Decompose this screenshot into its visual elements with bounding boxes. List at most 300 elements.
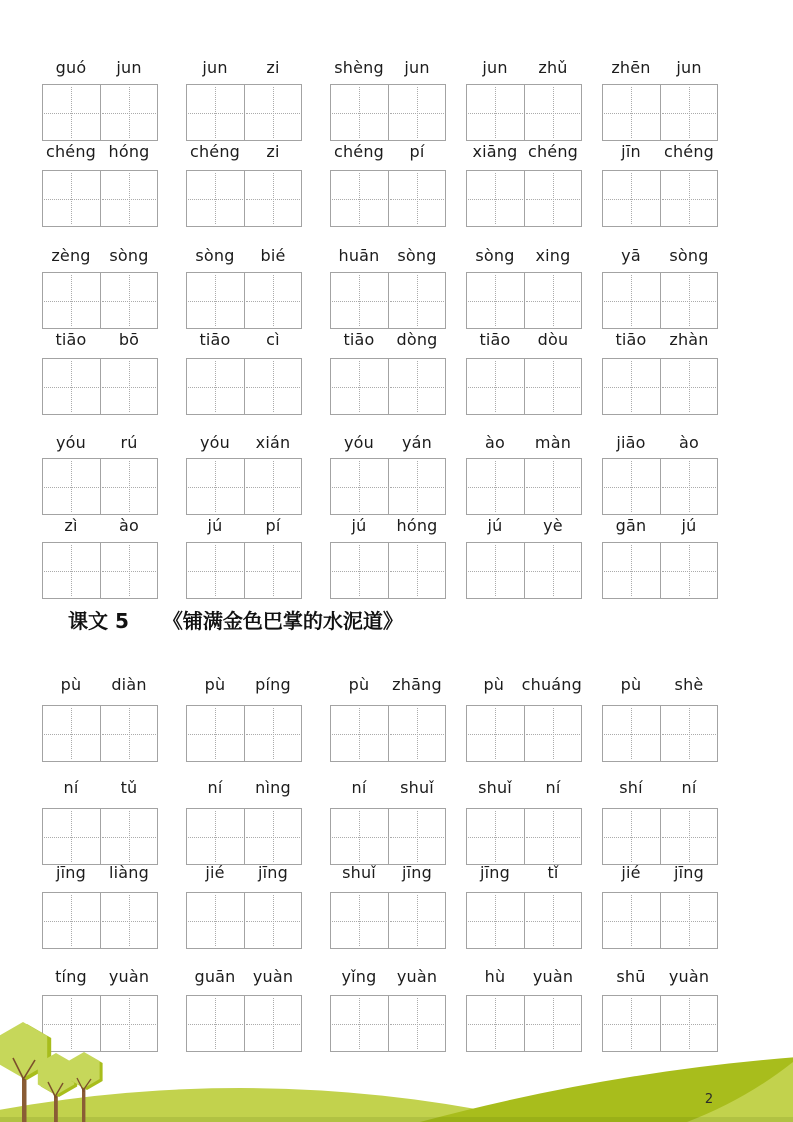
- pinyin-syllable: sòng: [475, 246, 515, 265]
- pinyin-word-pair: [466, 56, 582, 80]
- writing-box-pair: [602, 272, 718, 329]
- character-writing-box: [43, 809, 100, 864]
- pinyin-word-pair: [602, 861, 718, 885]
- character-writing-box: [660, 893, 718, 948]
- pinyin-word-pair: [42, 965, 158, 989]
- pinyin-syllable: pù: [204, 675, 226, 694]
- pinyin-syllable: shū: [616, 967, 646, 986]
- pinyin-syllable: ní: [351, 778, 367, 797]
- writing-box-pair: [602, 808, 718, 865]
- pinyin-word-pair: [186, 140, 302, 164]
- pinyin-word-pair: [330, 776, 446, 800]
- character-writing-box: [331, 85, 388, 140]
- character-writing-box: [43, 359, 100, 414]
- pinyin-syllable: hù: [484, 967, 506, 986]
- pinyin-syllable: píng: [255, 675, 291, 694]
- character-writing-box: [187, 809, 244, 864]
- writing-box-row: [0, 542, 793, 599]
- writing-box-pair: [466, 358, 582, 415]
- character-writing-box: [187, 171, 244, 226]
- character-writing-box: [467, 543, 524, 598]
- pinyin-syllable: rú: [120, 433, 138, 452]
- pinyin-syllable: yuàn: [396, 967, 438, 986]
- pinyin-word-pair: [602, 514, 718, 538]
- character-writing-box: [388, 359, 446, 414]
- writing-box-pair: [330, 272, 446, 329]
- pinyin-syllable: jīng: [402, 863, 432, 882]
- character-writing-box: [660, 459, 718, 514]
- writing-box-pair: [42, 170, 158, 227]
- character-writing-box: [388, 171, 446, 226]
- pinyin-syllable: shuǐ: [400, 778, 434, 797]
- pinyin-word-pair: [602, 244, 718, 268]
- pinyin-syllable: jun: [116, 58, 142, 77]
- pinyin-syllable: ào: [119, 516, 139, 535]
- pinyin-word-pair: [602, 328, 718, 352]
- writing-box-pair: [42, 808, 158, 865]
- character-writing-box: [524, 85, 582, 140]
- writing-box-row: [0, 358, 793, 415]
- writing-box-pair: [186, 542, 302, 599]
- pinyin-syllable: jiāo: [616, 433, 646, 452]
- pinyin-syllable: pí: [409, 142, 425, 161]
- pinyin-syllable: yuàn: [532, 967, 574, 986]
- pinyin-word-pair: [330, 514, 446, 538]
- pinyin-word-pair: [466, 431, 582, 455]
- pinyin-word-pair: [186, 431, 302, 455]
- pinyin-syllable: zèng: [51, 246, 91, 265]
- pinyin-syllable: jú: [207, 516, 223, 535]
- pinyin-word-pair: [186, 776, 302, 800]
- writing-box-pair: [42, 272, 158, 329]
- pinyin-syllable: yā: [621, 246, 641, 265]
- pinyin-syllable: jīng: [56, 863, 86, 882]
- pinyin-word-pair: [466, 861, 582, 885]
- pinyin-syllable: cì: [266, 330, 280, 349]
- pinyin-syllable: zhàn: [669, 330, 709, 349]
- pinyin-syllable: shuǐ: [342, 863, 376, 882]
- pinyin-syllable: yuàn: [252, 967, 294, 986]
- character-writing-box: [660, 171, 718, 226]
- character-writing-box: [244, 543, 302, 598]
- pinyin-word-pair: [330, 861, 446, 885]
- pinyin-word-pair: [186, 861, 302, 885]
- lesson-number-label: 课文 5: [68, 609, 129, 633]
- writing-box-pair: [466, 705, 582, 762]
- pinyin-syllable: yuàn: [668, 967, 710, 986]
- character-writing-box: [388, 273, 446, 328]
- pinyin-word-pair: [602, 56, 718, 80]
- writing-box-pair: [330, 705, 446, 762]
- writing-box-pair: [42, 892, 158, 949]
- pinyin-syllable: hóng: [108, 142, 150, 161]
- writing-box-pair: [42, 84, 158, 141]
- character-writing-box: [660, 359, 718, 414]
- writing-box-pair: [330, 542, 446, 599]
- pinyin-row: [0, 673, 793, 697]
- pinyin-syllable: tiāo: [343, 330, 375, 349]
- pinyin-syllable: jú: [351, 516, 367, 535]
- character-writing-box: [467, 171, 524, 226]
- pinyin-word-pair: [602, 673, 718, 697]
- section-title: [68, 606, 403, 636]
- pinyin-syllable: ào: [485, 433, 505, 452]
- character-writing-box: [244, 459, 302, 514]
- character-writing-box: [244, 359, 302, 414]
- character-writing-box: [331, 893, 388, 948]
- pinyin-word-pair: [466, 244, 582, 268]
- pinyin-row: [0, 965, 793, 989]
- pinyin-syllable: yán: [401, 433, 432, 452]
- writing-box-row: [0, 705, 793, 762]
- pinyin-syllable: tǐ: [547, 863, 559, 882]
- pinyin-syllable: tiāo: [55, 330, 87, 349]
- character-writing-box: [660, 543, 718, 598]
- writing-box-pair: [602, 458, 718, 515]
- writing-box-pair: [42, 705, 158, 762]
- writing-box-pair: [602, 705, 718, 762]
- writing-box-pair: [330, 458, 446, 515]
- writing-box-pair: [602, 84, 718, 141]
- writing-box-pair: [330, 808, 446, 865]
- character-writing-box: [100, 85, 158, 140]
- pinyin-word-pair: [186, 673, 302, 697]
- character-writing-box: [603, 273, 660, 328]
- character-writing-box: [603, 85, 660, 140]
- pinyin-syllable: ní: [545, 778, 561, 797]
- pinyin-word-pair: [466, 140, 582, 164]
- pinyin-word-pair: [466, 965, 582, 989]
- pinyin-syllable: zi: [266, 58, 280, 77]
- pinyin-syllable: yóu: [56, 433, 86, 452]
- character-writing-box: [100, 459, 158, 514]
- character-writing-box: [244, 85, 302, 140]
- pinyin-syllable: gān: [615, 516, 647, 535]
- pinyin-syllable: jié: [621, 863, 641, 882]
- pinyin-syllable: sòng: [109, 246, 149, 265]
- character-writing-box: [244, 706, 302, 761]
- writing-box-pair: [186, 892, 302, 949]
- character-writing-box: [467, 359, 524, 414]
- character-writing-box: [100, 893, 158, 948]
- pinyin-syllable: sòng: [669, 246, 709, 265]
- pinyin-syllable: shè: [674, 675, 704, 694]
- character-writing-box: [603, 459, 660, 514]
- writing-box-pair: [42, 358, 158, 415]
- character-writing-box: [524, 273, 582, 328]
- pinyin-syllable: jun: [202, 58, 228, 77]
- writing-box-pair: [42, 458, 158, 515]
- pinyin-row: [0, 140, 793, 164]
- character-writing-box: [388, 706, 446, 761]
- pinyin-syllable: diàn: [111, 675, 147, 694]
- pinyin-syllable: yóu: [344, 433, 374, 452]
- pinyin-syllable: tǔ: [120, 778, 138, 797]
- pinyin-syllable: màn: [534, 433, 572, 452]
- character-writing-box: [43, 85, 100, 140]
- character-writing-box: [467, 893, 524, 948]
- character-writing-box: [187, 893, 244, 948]
- character-writing-box: [331, 543, 388, 598]
- character-writing-box: [467, 85, 524, 140]
- pinyin-row: [0, 514, 793, 538]
- writing-box-row: [0, 458, 793, 515]
- pinyin-syllable: zi: [266, 142, 280, 161]
- writing-box-pair: [602, 358, 718, 415]
- pinyin-syllable: liàng: [109, 863, 149, 882]
- writing-box-pair: [466, 170, 582, 227]
- pinyin-syllable: yuàn: [108, 967, 150, 986]
- writing-box-pair: [186, 170, 302, 227]
- character-writing-box: [603, 171, 660, 226]
- writing-box-pair: [186, 458, 302, 515]
- pinyin-syllable: chuáng: [521, 675, 582, 694]
- character-writing-box: [524, 809, 582, 864]
- character-writing-box: [660, 706, 718, 761]
- pinyin-word-pair: [42, 56, 158, 80]
- pinyin-syllable: sòng: [397, 246, 437, 265]
- character-writing-box: [187, 359, 244, 414]
- writing-box-pair: [466, 542, 582, 599]
- pinyin-syllable: xing: [535, 246, 571, 265]
- pinyin-word-pair: [186, 244, 302, 268]
- character-writing-box: [603, 359, 660, 414]
- pinyin-syllable: ní: [207, 778, 223, 797]
- pinyin-row: [0, 861, 793, 885]
- pinyin-syllable: chéng: [45, 142, 97, 161]
- pinyin-word-pair: [42, 244, 158, 268]
- writing-box-pair: [602, 170, 718, 227]
- character-writing-box: [100, 706, 158, 761]
- footer-decoration: [0, 1000, 793, 1122]
- pinyin-word-pair: [186, 965, 302, 989]
- pinyin-syllable: jié: [205, 863, 225, 882]
- pinyin-syllable: pí: [265, 516, 281, 535]
- pinyin-syllable: dòu: [537, 330, 569, 349]
- pinyin-syllable: tiāo: [615, 330, 647, 349]
- ground-strip: [0, 1117, 793, 1122]
- pinyin-word-pair: [42, 776, 158, 800]
- pinyin-syllable: pù: [60, 675, 82, 694]
- pinyin-syllable: jun: [482, 58, 508, 77]
- character-writing-box: [467, 706, 524, 761]
- pinyin-word-pair: [42, 861, 158, 885]
- writing-box-pair: [466, 892, 582, 949]
- pinyin-row: [0, 776, 793, 800]
- character-writing-box: [100, 359, 158, 414]
- pinyin-syllable: zì: [64, 516, 78, 535]
- character-writing-box: [331, 706, 388, 761]
- pinyin-word-pair: [42, 673, 158, 697]
- pinyin-row: [0, 431, 793, 455]
- pinyin-word-pair: [466, 776, 582, 800]
- character-writing-box: [331, 809, 388, 864]
- pinyin-syllable: jú: [681, 516, 697, 535]
- pinyin-word-pair: [42, 514, 158, 538]
- writing-box-pair: [186, 84, 302, 141]
- character-writing-box: [43, 171, 100, 226]
- character-writing-box: [43, 273, 100, 328]
- pinyin-word-pair: [602, 140, 718, 164]
- pinyin-word-pair: [602, 965, 718, 989]
- character-writing-box: [467, 809, 524, 864]
- writing-box-pair: [186, 358, 302, 415]
- character-writing-box: [43, 893, 100, 948]
- character-writing-box: [43, 706, 100, 761]
- character-writing-box: [331, 459, 388, 514]
- character-writing-box: [603, 809, 660, 864]
- pinyin-syllable: chéng: [663, 142, 715, 161]
- pinyin-syllable: pù: [483, 675, 505, 694]
- pinyin-word-pair: [330, 244, 446, 268]
- character-writing-box: [187, 459, 244, 514]
- character-writing-box: [43, 459, 100, 514]
- character-writing-box: [331, 273, 388, 328]
- pinyin-word-pair: [186, 328, 302, 352]
- pinyin-word-pair: [602, 431, 718, 455]
- pinyin-word-pair: [186, 56, 302, 80]
- pinyin-syllable: guó: [55, 58, 87, 77]
- pinyin-syllable: zhēn: [611, 58, 651, 77]
- pinyin-syllable: yóu: [200, 433, 230, 452]
- character-writing-box: [331, 171, 388, 226]
- character-writing-box: [660, 85, 718, 140]
- pinyin-syllable: shèng: [334, 58, 384, 77]
- character-writing-box: [331, 359, 388, 414]
- pinyin-word-pair: [330, 431, 446, 455]
- pinyin-syllable: bié: [260, 246, 286, 265]
- pinyin-syllable: tiāo: [199, 330, 231, 349]
- pinyin-word-pair: [42, 431, 158, 455]
- pinyin-syllable: chéng: [333, 142, 385, 161]
- character-writing-box: [187, 543, 244, 598]
- pinyin-syllable: huān: [338, 246, 380, 265]
- character-writing-box: [43, 543, 100, 598]
- pinyin-syllable: jīng: [674, 863, 704, 882]
- pinyin-row: [0, 244, 793, 268]
- pinyin-syllable: jīng: [258, 863, 288, 882]
- character-writing-box: [244, 171, 302, 226]
- pinyin-word-pair: [330, 140, 446, 164]
- writing-box-pair: [466, 84, 582, 141]
- pinyin-syllable: xiāng: [472, 142, 518, 161]
- pinyin-syllable: pù: [620, 675, 642, 694]
- pinyin-word-pair: [466, 328, 582, 352]
- writing-box-pair: [330, 84, 446, 141]
- pinyin-syllable: pù: [348, 675, 370, 694]
- pinyin-syllable: ní: [63, 778, 79, 797]
- pinyin-syllable: chéng: [527, 142, 579, 161]
- character-writing-box: [524, 893, 582, 948]
- writing-box-pair: [186, 705, 302, 762]
- pinyin-syllable: yè: [543, 516, 563, 535]
- pinyin-syllable: sòng: [195, 246, 235, 265]
- character-writing-box: [187, 273, 244, 328]
- pinyin-syllable: bō: [118, 330, 140, 349]
- character-writing-box: [388, 809, 446, 864]
- writing-box-row: [0, 170, 793, 227]
- pinyin-syllable: xián: [255, 433, 291, 452]
- character-writing-box: [660, 809, 718, 864]
- character-writing-box: [244, 809, 302, 864]
- character-writing-box: [244, 893, 302, 948]
- character-writing-box: [524, 359, 582, 414]
- pinyin-word-pair: [42, 140, 158, 164]
- pinyin-row: [0, 56, 793, 80]
- character-writing-box: [524, 706, 582, 761]
- pinyin-word-pair: [330, 56, 446, 80]
- character-writing-box: [467, 459, 524, 514]
- character-writing-box: [524, 543, 582, 598]
- character-writing-box: [603, 706, 660, 761]
- writing-box-pair: [42, 542, 158, 599]
- character-writing-box: [388, 459, 446, 514]
- pinyin-syllable: guān: [194, 967, 236, 986]
- pinyin-syllable: jun: [676, 58, 702, 77]
- pinyin-syllable: zhǔ: [538, 58, 568, 77]
- pinyin-word-pair: [466, 514, 582, 538]
- character-writing-box: [388, 85, 446, 140]
- pinyin-syllable: chéng: [189, 142, 241, 161]
- writing-box-pair: [602, 542, 718, 599]
- pinyin-syllable: nìng: [255, 778, 291, 797]
- pinyin-syllable: shí: [619, 778, 643, 797]
- pinyin-syllable: jun: [404, 58, 430, 77]
- pinyin-syllable: jú: [487, 516, 503, 535]
- writing-box-row: [0, 892, 793, 949]
- writing-box-row: [0, 84, 793, 141]
- character-writing-box: [244, 273, 302, 328]
- character-writing-box: [100, 809, 158, 864]
- writing-box-pair: [186, 808, 302, 865]
- writing-box-row: [0, 272, 793, 329]
- writing-box-pair: [330, 892, 446, 949]
- writing-box-pair: [466, 272, 582, 329]
- pinyin-syllable: dòng: [396, 330, 438, 349]
- character-writing-box: [524, 459, 582, 514]
- pinyin-word-pair: [330, 673, 446, 697]
- character-writing-box: [187, 706, 244, 761]
- pinyin-syllable: ní: [681, 778, 697, 797]
- pinyin-syllable: jīng: [480, 863, 510, 882]
- character-writing-box: [187, 85, 244, 140]
- pinyin-row: [0, 328, 793, 352]
- pinyin-word-pair: [186, 514, 302, 538]
- pinyin-syllable: hóng: [396, 516, 438, 535]
- pinyin-word-pair: [330, 965, 446, 989]
- pinyin-syllable: ào: [679, 433, 699, 452]
- pinyin-syllable: tiāo: [479, 330, 511, 349]
- writing-box-pair: [330, 358, 446, 415]
- pinyin-syllable: yǐng: [341, 967, 377, 986]
- pinyin-syllable: jīn: [621, 142, 641, 161]
- character-writing-box: [524, 171, 582, 226]
- writing-box-pair: [330, 170, 446, 227]
- character-writing-box: [467, 273, 524, 328]
- character-writing-box: [388, 543, 446, 598]
- character-writing-box: [660, 273, 718, 328]
- page-number: 2: [704, 1092, 714, 1107]
- character-writing-box: [603, 543, 660, 598]
- character-writing-box: [100, 543, 158, 598]
- pinyin-word-pair: [602, 776, 718, 800]
- writing-box-pair: [186, 272, 302, 329]
- pinyin-syllable: zhāng: [392, 675, 442, 694]
- writing-box-pair: [466, 808, 582, 865]
- lesson-book-title: 《铺满金色巴掌的水泥道》: [162, 609, 403, 633]
- pinyin-syllable: shuǐ: [478, 778, 512, 797]
- character-writing-box: [100, 171, 158, 226]
